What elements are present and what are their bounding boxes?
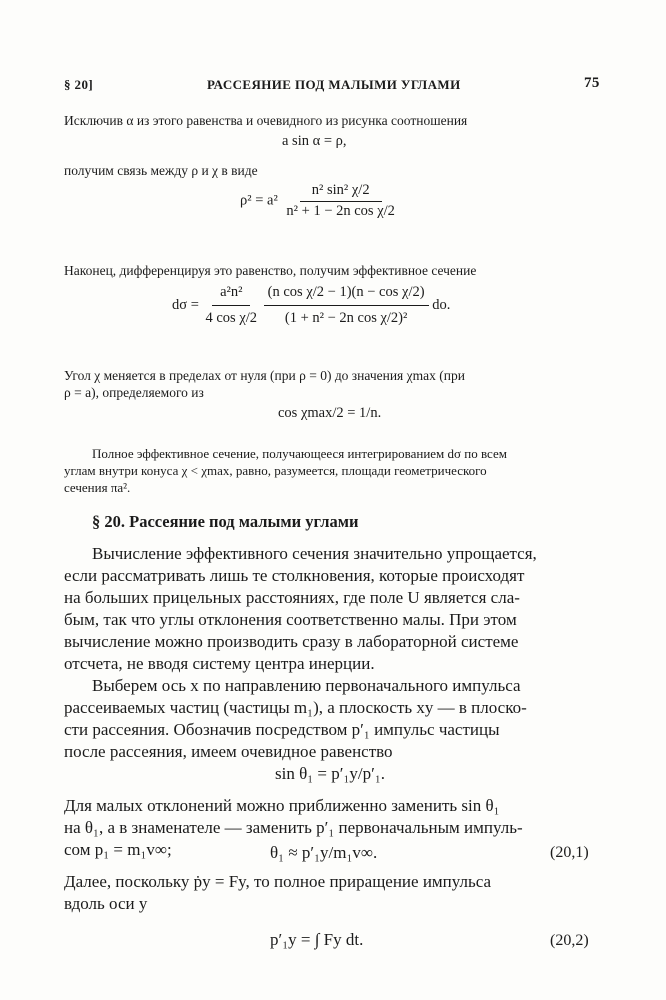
equation-20-1: θ₁ ≈ p′₁y/m₁v∞. — [270, 843, 378, 862]
paragraph-relation: получим связь между ρ и χ в виде — [64, 163, 258, 178]
section-para2-line2: рассеиваемых частиц (частицы m₁), а плоскость xy — в плоско- — [64, 698, 527, 717]
equation-d-sigma-coef-den: 4 cos χ/2 — [205, 310, 258, 326]
paragraph-angle-range-cont: ρ = a), определяемого из — [64, 385, 204, 400]
section-para1-line5: вычисление можно производить сразу в лабораторной системе — [64, 632, 519, 651]
equation-number-20-1: (20,1) — [550, 844, 589, 861]
equation-cos-chi-max: cos χmax/2 = 1/n. — [278, 405, 382, 421]
equation-d-sigma-tail: do. — [432, 296, 451, 313]
page-number: 75 — [584, 75, 600, 91]
section-para1-line2: если рассматривать лишь те столкновения, которые происходят — [64, 566, 525, 585]
section-para1-line6: отсчета, не вводя систему центра инерции. — [64, 654, 375, 673]
section-title: § 20. Рассеяние под малыми углами — [92, 512, 359, 531]
running-header-section: § 20] — [64, 77, 94, 92]
section-para3-line1: Для малых отклонений можно приближенно заменить sin θ₁ — [64, 796, 500, 815]
running-header-title: РАССЕЯНИЕ ПОД МАЛЫМИ УГЛАМИ — [207, 77, 461, 92]
equation-rho-numerator: n² sin² χ/2 — [300, 182, 382, 202]
equation-d-sigma-denominator: (1 + n² − 2n cos χ/2)² — [284, 310, 408, 326]
section-para2-line3: сти рассеяния. Обозначив посредством p′₁ импульс частицы — [64, 720, 500, 739]
section-para1-line1: Вычисление эффективного сечения значительно упрощается, — [92, 544, 537, 563]
equation-d-sigma-coefficient — [203, 284, 261, 327]
paragraph-differentiating: Наконец, дифференцируя это равенство, получим эффективное сечение — [64, 263, 477, 278]
equation-rho-squared — [240, 182, 398, 220]
equation-d-sigma — [172, 284, 450, 327]
note-line-2: углам внутри конуса χ < χmax, равно, разумеется, площади геометрического — [64, 463, 487, 478]
section-para1-line3: на больших прицельных расстояниях, где поле U является сла- — [64, 588, 520, 607]
equation-20-2: p′₁y = ∫ Fy dt. — [270, 930, 364, 949]
equation-d-sigma-lhs: dσ = — [172, 296, 199, 313]
section-para4-line2: вдоль оси y — [64, 894, 148, 913]
note-line-1: Полное эффективное сечение, получающееся интегрированием dσ по всем — [92, 446, 507, 461]
equation-rho-lhs: ρ² = a² — [240, 192, 278, 209]
section-para2-line1: Выберем ось x по направлению первоначального импульса — [92, 676, 521, 695]
equation-number-20-2: (20,2) — [550, 932, 589, 949]
section-para3-line2: на θ₁, а в знаменателе — заменить p′₁ первоначальным импуль- — [64, 818, 523, 837]
equation-rho-denominator: n² + 1 − 2n cos χ/2 — [286, 203, 395, 219]
equation-d-sigma-coef-num: a²n² — [212, 284, 250, 306]
note-line-3: сечения πa². — [64, 480, 131, 495]
section-para3-line3: сом p₁ = m₁v∞; — [64, 840, 172, 859]
equation-d-sigma-fraction — [264, 284, 429, 327]
paragraph-intro: Исключив α из этого равенства и очевидного из рисунка соотношения — [64, 113, 468, 128]
section-para1-line4: бым, так что углы отклонения соответственно малы. При этом — [64, 610, 517, 629]
section-para4-line1: Далее, поскольку ṗy = Fy, то полное приращение импульса — [64, 872, 492, 891]
section-para2-line4: после рассеяния, имеем очевидное равенство — [64, 742, 393, 761]
equation-a-sin-alpha: a sin α = ρ, — [282, 133, 347, 149]
equation-rho-fraction — [283, 182, 398, 220]
equation-d-sigma-numerator: (n cos χ/2 − 1)(n − cos χ/2) — [264, 284, 429, 306]
paragraph-angle-range: Угол χ меняется в пределах от нуля (при ρ = 0) до значения χmax (при — [64, 368, 465, 383]
equation-sin-theta: sin θ₁ = p′₁y/p′₁. — [275, 764, 386, 783]
